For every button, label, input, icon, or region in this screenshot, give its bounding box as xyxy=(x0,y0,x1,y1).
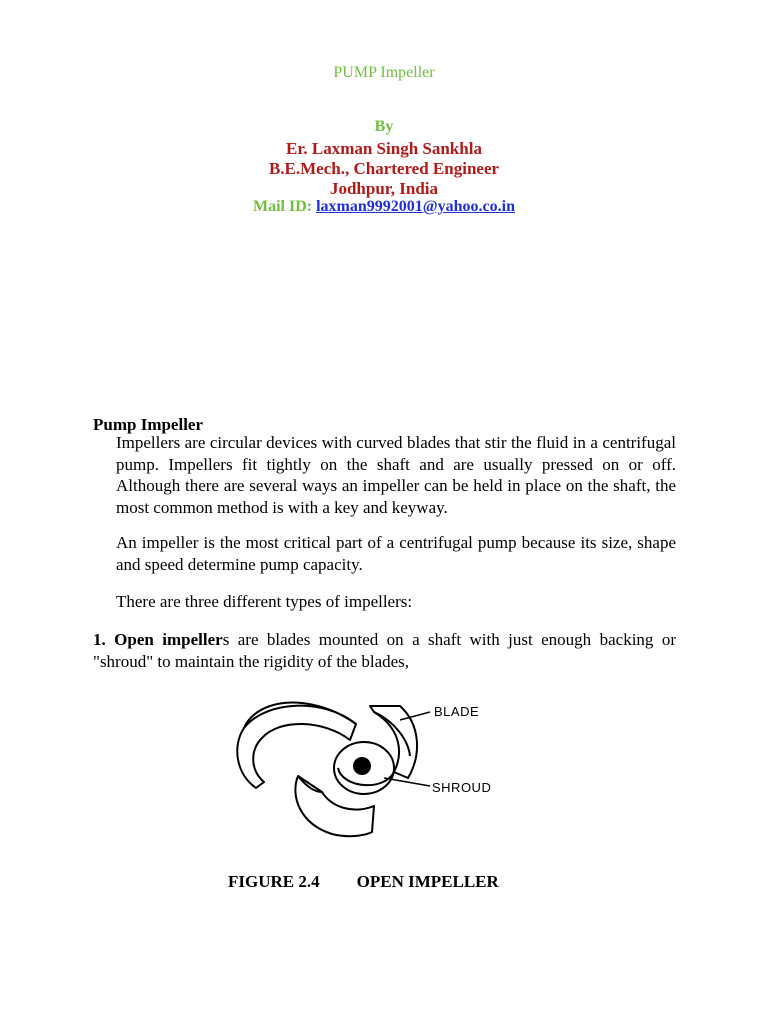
mail-line xyxy=(0,198,768,216)
blade-label: BLADE xyxy=(434,704,480,719)
author-qualification: B.E.Mech., Chartered Engineer xyxy=(268,159,500,178)
list-item-open-impellers xyxy=(93,629,676,672)
figure-caption-title: OPEN IMPELLER xyxy=(356,872,499,891)
list-item-number: 1. xyxy=(93,630,106,649)
paragraph-impeller-description: Impellers are circular devices with curved blades that stir the fluid in a centrifugal pump. Impellers fit tightly on the shaft and are usually pressed on or off. Although there are several ways an impeller can be held in place on the shaft, the most common method is with a key and keyway. xyxy=(116,433,676,517)
section-heading: Pump Impeller xyxy=(93,415,204,434)
open-impeller-figure xyxy=(224,676,568,846)
shroud-leader-line xyxy=(384,778,430,786)
shroud-label: SHROUD xyxy=(432,780,492,795)
impeller-drawing xyxy=(224,676,568,846)
author-location: Jodhpur, India xyxy=(329,179,439,198)
list-item-term: Open impeller xyxy=(114,630,223,649)
mail-label: Mail ID: xyxy=(252,198,313,215)
mail-link[interactable]: laxman9992001@yahoo.co.in xyxy=(316,198,515,215)
author-name: Er. Laxman Singh Sankhla xyxy=(286,139,482,158)
paragraph-impeller-critical: An impeller is the most critical part of a centrifugal pump because its size, shape and speed determine pump capacity. xyxy=(116,533,676,574)
figure-caption-number: FIGURE 2.4 xyxy=(228,872,320,891)
paragraph-impeller-types: There are three different types of impellers: xyxy=(116,592,413,611)
document-title: PUMP Impeller xyxy=(333,64,435,81)
list-item-term-suffix: s xyxy=(222,630,230,649)
by-line: By xyxy=(374,118,394,135)
figure-caption xyxy=(228,872,499,892)
list-item-text: are blades mounted on a shaft with just enough backing or "shroud" to maintain the rigidity of the blades, xyxy=(93,630,676,671)
shaft-hole xyxy=(353,757,371,775)
